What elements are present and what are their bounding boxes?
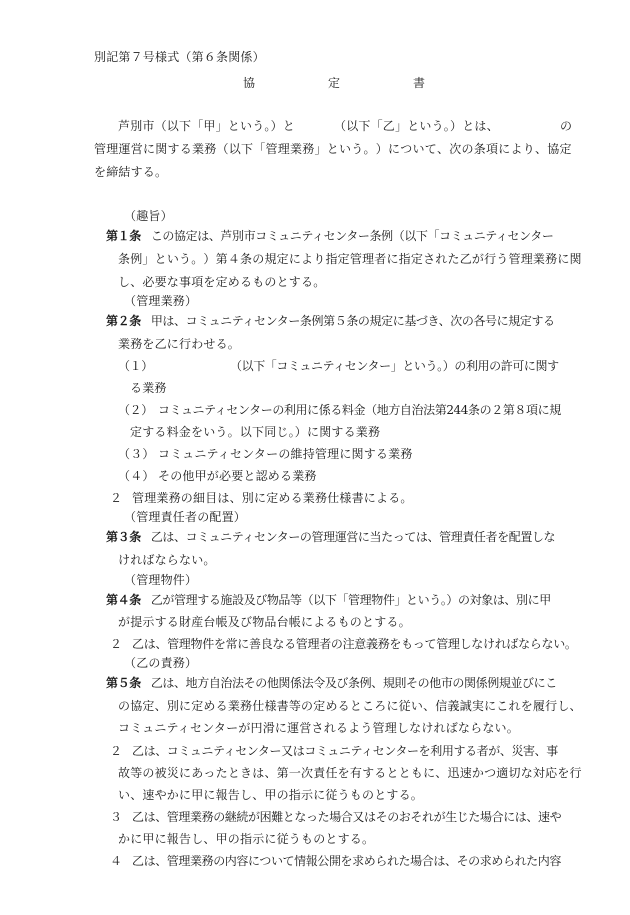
article-5-para-2-line-2: 故 等 の 被 災 に あ っ た と き は 、 第 一 次 責 任 を 有 す る と と も に 、 迅 速 か つ 適 切 な 対 応 を 行 [118, 766, 582, 780]
article-5-para-2-text-1: 乙は、コミュニティセンター又はコミュニティセンターを利用する者が、災害、事 [132, 744, 558, 758]
article-2-line-2: 業務を乙に行わせる。 [118, 337, 241, 351]
article-5-para-3 [110, 809, 572, 825]
article-3-line-1 [106, 529, 572, 545]
item-1-text: （以下「コミュニティセンター」という。）の利用の許可に関す [230, 359, 559, 373]
article-5-caption: （乙の責務） [124, 656, 198, 670]
article-4-para-2 [110, 636, 580, 652]
article-5-para-2 [110, 743, 572, 759]
article-3-line-2: ければならない。 [118, 553, 216, 567]
article-4-para-2-number: ２ [110, 637, 123, 651]
article-5-line-1 [106, 675, 572, 691]
article-1-line-2: 条 例 」 と い う 。 ） 第 ４ 条 の 規 定 に よ り 指 定 管 理 者 に 指 定 さ れ た 乙 が 行 う 管 理 業 務 に 関 [118, 252, 582, 266]
article-5-para-3-text-1: 乙は、管理業務の継続が困難となった場合又はそのおそれが生じた場合には、速や [132, 810, 562, 824]
document-title [243, 74, 433, 92]
article-2-item-3 [118, 446, 572, 462]
preamble-line-2: 管 理 運 営 に 関 す る 業 務 （ 以 下 「 管 理 業 務 」 と い う 。 ） に つ い て 、 次 の 条 項 に よ り 、 協 定 [94, 142, 572, 156]
article-2-item-2 [118, 402, 572, 418]
article-5-para-2-line-3: い、速やかに甲に報告し、甲の指示に従うものとする。 [118, 788, 424, 802]
article-2-line-1 [106, 313, 572, 329]
article-5-text-1: 乙は、地方自治法その他関係法令及び条例、規則その他市の関係例規並びにこ [150, 676, 557, 690]
item-4-number: （４） [118, 469, 155, 483]
item-2-text: コミュニティセンターの利用に係る料金（地方自治法第244条の２第８項に規 [158, 403, 561, 417]
article-2-item-4 [118, 468, 572, 484]
article-3-text-1: 乙は、コミュニティセンターの管理運営に当たっては、管理責任者を配置しな [150, 530, 556, 544]
article-5-number: 第５条 [106, 676, 141, 690]
article-5-para-4-number: ４ [110, 854, 122, 868]
article-5-para-2-number: ２ [110, 744, 122, 758]
article-5-para-4 [110, 853, 572, 869]
item-3-number: （３） [118, 447, 155, 461]
article-3-caption: （管理責任者の配置） [124, 510, 247, 524]
article-1-number: 第１条 [106, 229, 141, 243]
title-char-1: 協 [243, 76, 256, 90]
item-1-text-2: る業務 [130, 381, 167, 395]
preamble-line-1 [118, 118, 572, 134]
article-5-line-3: コミュニティセンターが円滑に運営されるよう管理しなければならない。 [118, 721, 519, 735]
title-char-3: 書 [413, 76, 426, 90]
article-2-text-1: 甲は、コミュニティセンター条例第５条の規定に基づき、次の各号に規定する [150, 314, 555, 328]
article-4-text-1: 乙が管理する施設及び物品等（以下「管理物件」という。）の対象は、別に甲 [150, 593, 551, 607]
item-1-number: （１） [118, 359, 153, 373]
article-5-para-3-number: ３ [110, 810, 122, 824]
article-4-para-2-text: 乙は、管理物件を常に善良なる管理者の注意義務をもって管理しなければならない。 [132, 637, 577, 651]
item-4-text: その他甲が必要と認める業務 [158, 469, 317, 483]
article-2-para-2-number: ２ [110, 491, 123, 505]
form-label: 別記第７号様式（第６条関係） [94, 50, 265, 64]
item-3-text: コミュニティセンターの維持管理に関する業務 [158, 447, 413, 461]
article-4-caption: （管理物件） [124, 573, 198, 587]
article-1-line-1 [106, 228, 572, 244]
preamble-line-1c: の [560, 119, 573, 133]
article-1-text-1: この協定は、芦別市コミュニティセンター条例（以下「コミュニティセンター [150, 229, 554, 243]
article-2-item-1 [118, 358, 572, 374]
article-1-caption: （趣旨） [124, 209, 173, 223]
title-char-2: 定 [328, 76, 341, 90]
article-4-line-1 [106, 592, 572, 608]
item-2-text-2: 定する料金をいう。以下同じ。）に関する業務 [130, 425, 381, 439]
item-2-number: （２） [118, 403, 153, 417]
article-5-para-3-line-2: かに甲に報告し、甲の指示に従うものとする。 [118, 832, 375, 846]
article-2-para-2 [110, 490, 572, 506]
preamble-line-1b: （以下「乙」という。）とは、 [334, 119, 499, 133]
article-4-number: 第４条 [106, 593, 141, 607]
article-1-line-3: し、必要な事項を定めるものとする。 [118, 275, 326, 289]
article-4-line-2: が提示する財産台帳及び物品台帳によるものとする。 [118, 615, 411, 629]
preamble-line-3: を締結する。 [94, 165, 168, 179]
article-2-number: 第２条 [106, 314, 141, 328]
article-5-line-2: の 協 定 、 別 に 定 め る 業 務 仕 様 書 等 の 定 め る と こ ろ に 従 い 、 信 義 誠 実 に こ れ を 履 行 し 、 [118, 699, 582, 713]
preamble-line-1a: 芦別市（以下「甲」という。）と [118, 119, 296, 133]
article-5-para-4-text-1: 乙は、管理業務の内容について情報公開を求められた場合は、その求められた内容 [132, 854, 561, 868]
article-2-para-2-text: 管理業務の細目は、別に定める業務仕様書による。 [132, 491, 413, 505]
article-2-caption: （管理業務） [124, 294, 198, 308]
article-3-number: 第３条 [106, 530, 141, 544]
